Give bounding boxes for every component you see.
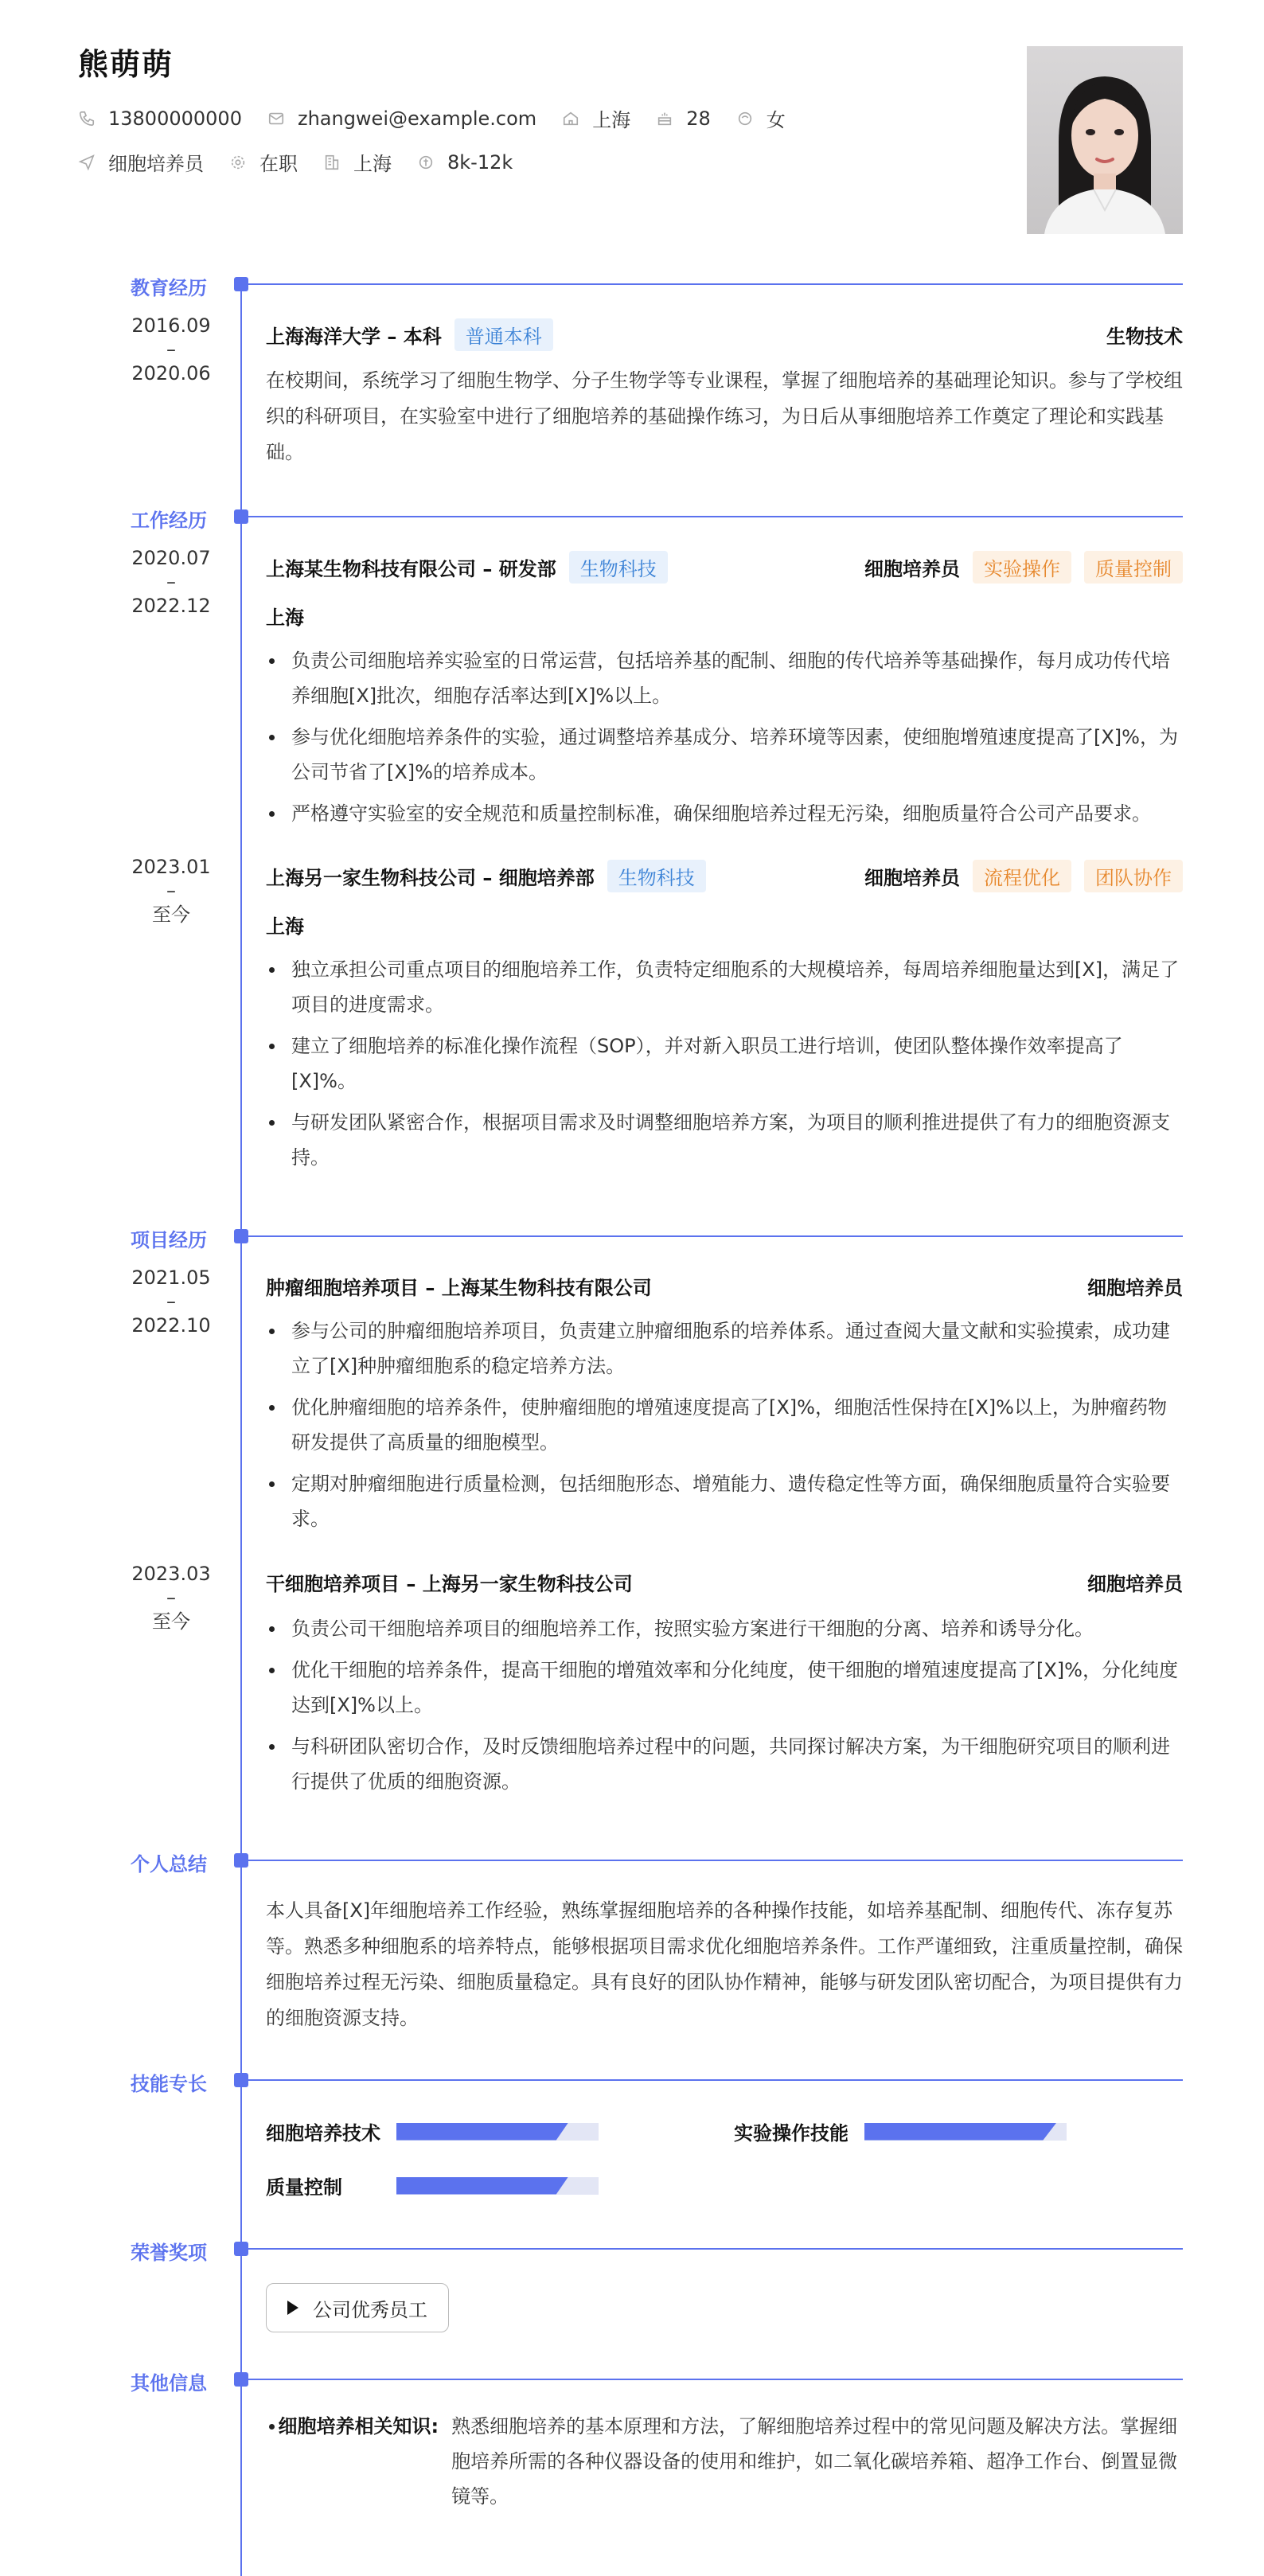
status-text: 在职 bbox=[259, 153, 298, 175]
skill-bar-fill bbox=[864, 2123, 1056, 2141]
list-item: 参与公司的肿瘤细胞培养项目，负责建立肿瘤细胞系的培养体系。通过查阅大量文献和实验摸索，成功建立了[X]种肿瘤细胞系的稳定培养方法。 bbox=[266, 1313, 1183, 1384]
salary-icon bbox=[417, 154, 435, 171]
skill-item bbox=[266, 2172, 599, 2199]
section-title-projects: 项目经历 bbox=[131, 1229, 207, 1251]
date-start: 2016.09 bbox=[131, 314, 211, 337]
skill-item bbox=[266, 2117, 599, 2145]
work-2-bullets bbox=[266, 952, 1183, 1181]
work-city-text: 上海 bbox=[353, 153, 392, 175]
other-value: 熟悉细胞培养的基本原理和方法，了解细胞培养过程中的常见问题及解决方法。掌握细胞培养所需的各种仪器设备的使用和维护，如二氧化碳培养箱、超净工作台、倒置显微镜等。 bbox=[451, 2415, 1178, 2508]
project-title: 肿瘤细胞培养项目 – 上海某生物科技有限公司 bbox=[266, 1277, 652, 1299]
role: 细胞培养员 bbox=[864, 867, 960, 889]
education-head bbox=[266, 318, 1183, 351]
skill-tag: 质量控制 bbox=[1084, 551, 1183, 584]
work-1-head bbox=[266, 551, 1183, 584]
skill-tag: 实验操作 bbox=[973, 551, 1071, 584]
project-1-bullets bbox=[266, 1313, 1183, 1543]
section-marker bbox=[234, 1853, 248, 1868]
cake-icon bbox=[656, 110, 673, 127]
company-name: 上海另一家生物科技公司 – 细胞培养部 bbox=[266, 867, 595, 889]
date-sep: – bbox=[166, 338, 176, 361]
summary-text: 本人具备[X]年细胞培养工作经验，熟练掌握细胞培养的各种操作技能，如培养基配制、细胞传代、冻存复苏等。熟悉多种细胞系的培养特点，能够根据项目需求优化细胞培养条件。工作严谨细致，注重质量控制，确保细胞培养过程无污染、细胞质量稳定。具有良好的团队协作精神，能够与研发团队密切配合，为项目提供有力的细胞资源支持。 bbox=[266, 1899, 1183, 2029]
section-title-skills: 技能专长 bbox=[131, 2073, 207, 2095]
work-location: 上海 bbox=[266, 607, 304, 629]
section-title-work: 工作经历 bbox=[131, 509, 207, 532]
section-divider bbox=[240, 283, 1183, 285]
skill-bar-fill bbox=[396, 2177, 568, 2195]
section-divider bbox=[240, 2248, 1183, 2250]
role-group bbox=[864, 551, 1183, 584]
date-sep: – bbox=[166, 1290, 176, 1313]
gear-icon bbox=[229, 154, 247, 171]
skill-bar bbox=[864, 2123, 1067, 2141]
mail-icon bbox=[267, 110, 285, 127]
role-group bbox=[864, 860, 1183, 892]
list-item: 独立承担公司重点项目的细胞培养工作，负责特定细胞系的大规模培养，每周培养细胞量达到[X]，满足了项目的进度需求。 bbox=[266, 952, 1183, 1022]
list-item: 严格遵守实验室的安全规范和质量控制标准，确保细胞培养过程无污染，细胞质量符合公司产品要求。 bbox=[266, 796, 1183, 831]
skill-tag: 团队协作 bbox=[1084, 860, 1183, 892]
date-start: 2023.03 bbox=[131, 1563, 211, 1585]
home-icon bbox=[562, 110, 579, 127]
education-dates bbox=[119, 314, 223, 385]
work-1-dates bbox=[119, 546, 223, 618]
skill-name: 细胞培养技术 bbox=[266, 2122, 380, 2145]
section-title-summary: 个人总结 bbox=[131, 1853, 207, 1875]
play-icon bbox=[287, 2301, 298, 2315]
section-title-awards: 荣誉奖项 bbox=[131, 2242, 207, 2264]
date-end: 至今 bbox=[152, 904, 190, 926]
list-item: 建立了细胞培养的标准化操作流程（SOP），并对新入职员工进行培训，使团队整体操作效率提高了[X]%。 bbox=[266, 1028, 1183, 1099]
date-start: 2020.07 bbox=[131, 547, 211, 569]
gender-item bbox=[736, 104, 786, 132]
skill-bar bbox=[396, 2123, 599, 2141]
other-info-item bbox=[266, 2409, 1183, 2514]
work-location: 上海 bbox=[266, 915, 304, 938]
skill-name: 质量控制 bbox=[266, 2176, 342, 2199]
project-role: 细胞培养员 bbox=[1087, 1573, 1183, 1595]
position-text: 细胞培养员 bbox=[108, 153, 204, 175]
salary-item bbox=[417, 151, 513, 174]
industry-tag: 生物科技 bbox=[607, 860, 706, 892]
other-key: 细胞培养相关知识: bbox=[278, 2415, 439, 2437]
project-2-head bbox=[266, 1568, 1183, 1596]
date-sep: – bbox=[166, 1587, 176, 1609]
school-name: 上海海洋大学 – 本科 bbox=[266, 326, 442, 348]
project-2-dates bbox=[119, 1562, 223, 1633]
role: 细胞培养员 bbox=[864, 558, 960, 580]
skill-tag: 流程优化 bbox=[973, 860, 1071, 892]
award-name: 公司优秀员工 bbox=[313, 2298, 427, 2321]
list-item: 参与优化细胞培养条件的实验，通过调整培养基成分、培养环境等因素，使细胞增殖速度提高了[X]%，为公司节省了[X]%的培养成本。 bbox=[266, 720, 1183, 790]
section-divider bbox=[240, 516, 1183, 517]
date-start: 2023.01 bbox=[131, 856, 211, 878]
date-start: 2021.05 bbox=[131, 1267, 211, 1289]
gender-text: 女 bbox=[766, 109, 786, 131]
work-city-item bbox=[323, 148, 392, 176]
company-name: 上海某生物科技有限公司 – 研发部 bbox=[266, 558, 556, 580]
project-title: 干细胞培养项目 – 上海另一家生物科技公司 bbox=[266, 1573, 633, 1595]
list-item: 与科研团队密切合作，及时反馈细胞培养过程中的问题，共同探讨解决方案，为干细胞研究项目的顺利进行提供了优质的细胞资源。 bbox=[266, 1729, 1183, 1799]
section-divider bbox=[240, 1235, 1183, 1237]
section-marker bbox=[234, 2073, 248, 2087]
list-item: 与研发团队紧密合作，根据项目需求及时调整细胞培养方案，为项目的顺利推进提供了有力的细胞资源支持。 bbox=[266, 1105, 1183, 1175]
date-end: 2022.10 bbox=[131, 1314, 211, 1337]
project-1-head bbox=[266, 1272, 1183, 1300]
email-text: zhangwei@example.com bbox=[297, 107, 537, 130]
age-text: 28 bbox=[686, 107, 711, 130]
work-1-bullets bbox=[266, 643, 1183, 837]
education-desc: 在校期间，系统学习了细胞生物学、分子生物学等专业课程，掌握了细胞培养的基础理论知识。参与了学校组织的科研项目，在实验室中进行了细胞培养的基础操作练习，为日后从事细胞培养工作奠定了理论和实践基础。 bbox=[266, 369, 1183, 463]
phone-icon bbox=[78, 110, 96, 127]
award-badge bbox=[266, 2283, 449, 2332]
date-sep: – bbox=[166, 571, 176, 593]
section-marker bbox=[234, 2372, 248, 2387]
job-intent-row bbox=[78, 148, 811, 176]
profile-photo bbox=[1027, 46, 1183, 234]
section-divider bbox=[240, 2079, 1183, 2081]
date-sep: – bbox=[166, 880, 176, 902]
date-end: 至今 bbox=[152, 1610, 190, 1633]
position-item bbox=[78, 148, 204, 176]
list-item: 优化干细胞的培养条件，提高干细胞的增殖效率和分化纯度，使干细胞的增殖速度提高了[X]%，分化纯度达到[X]%以上。 bbox=[266, 1653, 1183, 1723]
building-icon bbox=[323, 154, 341, 171]
city-text: 上海 bbox=[592, 109, 631, 131]
city-item bbox=[562, 104, 630, 132]
skill-bar bbox=[396, 2177, 599, 2195]
timeline-line bbox=[240, 284, 242, 2576]
age-item bbox=[656, 107, 711, 130]
list-item: 负责公司干细胞培养项目的细胞培养工作，按照实验方案进行干细胞的分离、培养和诱导分化。 bbox=[266, 1611, 1183, 1646]
project-1-dates bbox=[119, 1266, 223, 1337]
gender-icon bbox=[736, 110, 754, 127]
salary-text: 8k-12k bbox=[447, 150, 513, 174]
date-end: 2022.12 bbox=[131, 595, 211, 617]
major: 生物技术 bbox=[1106, 326, 1183, 348]
degree-tag: 普通本科 bbox=[454, 318, 553, 351]
bullet-dot bbox=[266, 2409, 279, 2514]
work-2-head bbox=[266, 860, 1183, 892]
phone-text: 13800000000 bbox=[108, 107, 242, 130]
work-2-dates bbox=[119, 855, 223, 927]
date-end: 2020.06 bbox=[131, 362, 211, 384]
send-icon bbox=[78, 154, 96, 171]
list-item: 定期对肿瘤细胞进行质量检测，包括细胞形态、增殖能力、遗传稳定性等方面，确保细胞质量符合实验要求。 bbox=[266, 1466, 1183, 1536]
list-item: 优化肿瘤细胞的培养条件，使肿瘤细胞的增殖速度提高了[X]%，细胞活性保持在[X]%以上，为肿瘤药物研发提供了高质量的细胞模型。 bbox=[266, 1390, 1183, 1460]
list-item: 负责公司细胞培养实验室的日常运营，包括培养基的配制、细胞的传代培养等基础操作，每月成功传代培养细胞[X]批次，细胞存活率达到[X]%以上。 bbox=[266, 643, 1183, 713]
section-marker bbox=[234, 1229, 248, 1243]
skill-bar-fill bbox=[396, 2123, 568, 2141]
resume-header bbox=[78, 40, 811, 176]
section-title-education: 教育经历 bbox=[131, 277, 207, 299]
candidate-name: 熊萌萌 bbox=[78, 47, 174, 82]
section-title-other: 其他信息 bbox=[131, 2372, 207, 2395]
section-divider bbox=[240, 2379, 1183, 2380]
skill-name: 实验操作技能 bbox=[734, 2122, 849, 2145]
phone-item bbox=[78, 107, 242, 130]
section-marker bbox=[234, 2242, 248, 2256]
industry-tag: 生物科技 bbox=[569, 551, 668, 584]
project-role: 细胞培养员 bbox=[1087, 1277, 1183, 1299]
section-marker bbox=[234, 509, 248, 524]
email-item bbox=[267, 107, 536, 130]
project-2-bullets bbox=[266, 1611, 1183, 1805]
skill-item bbox=[734, 2117, 1067, 2145]
status-item bbox=[229, 148, 298, 176]
contact-row bbox=[78, 104, 811, 132]
section-divider bbox=[240, 1860, 1183, 1861]
section-marker bbox=[234, 277, 248, 291]
